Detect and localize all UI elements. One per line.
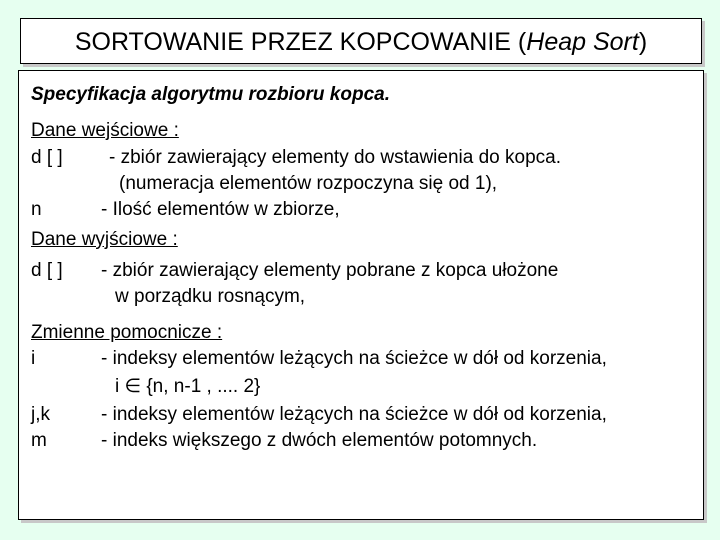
section-heading: Specyfikacja algorytmu rozbioru kopca. (31, 84, 390, 105)
input-n-desc: - Ilość elementów w zbiorze, (101, 199, 340, 220)
aux-i-desc: - indeksy elementów leżących na ścieżce w dół od korzenia, (101, 348, 607, 369)
aux-jk-name: j,k (31, 404, 50, 425)
inputs-label: Dane wejściowe : (31, 120, 179, 141)
aux-i-range: i ∈ {n, n-1 , .... 2} (115, 376, 261, 397)
input-n-name: n (31, 199, 42, 220)
outputs-label: Dane wyjściowe : (31, 229, 178, 250)
title-suffix: ) (638, 28, 648, 56)
aux-m-name: m (31, 430, 47, 451)
output-d-name: d [ ] (31, 260, 63, 281)
output-d-desc-cont: w porządku rosnącym, (115, 286, 306, 307)
title-prefix: SORTOWANIE PRZEZ KOPCOWANIE ( (74, 28, 527, 56)
input-d-desc: - zbiór zawierający elementy do wstawienia do kopca. (109, 147, 561, 168)
aux-m-desc: - indeks większego z dwóch elementów potomnych. (101, 430, 538, 451)
content-panel (18, 70, 704, 520)
output-d-desc: - zbiór zawierający elementy pobrane z kopca ułożone (101, 260, 559, 281)
input-d-name: d [ ] (31, 147, 63, 168)
slide-title (20, 18, 702, 64)
aux-jk-desc: - indeksy elementów leżących na ścieżce w dół od korzenia, (101, 404, 607, 425)
title-italic: Heap Sort (526, 28, 639, 56)
aux-i-name: i (31, 348, 36, 369)
aux-label: Zmienne pomocnicze : (31, 322, 223, 343)
input-d-desc-cont: (numeracja elementów rozpoczyna się od 1), (119, 173, 498, 194)
